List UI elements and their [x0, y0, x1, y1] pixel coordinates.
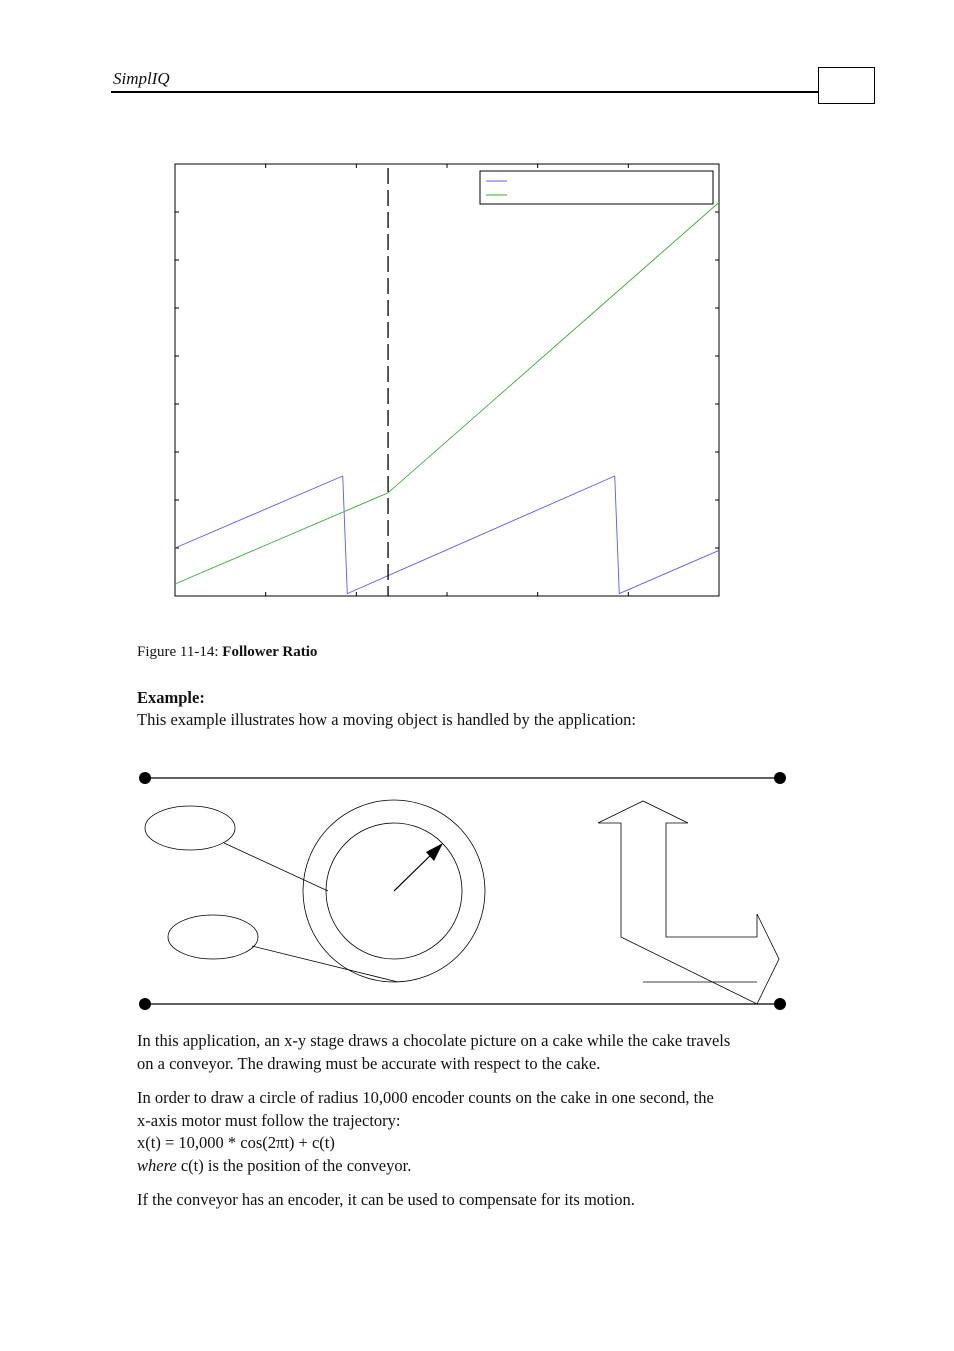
series-line-1 — [175, 476, 719, 594]
paragraph-2-line-1: In order to draw a circle of radius 10,000 encoder counts on the cake in one second, the — [137, 1088, 714, 1107]
where-rest: c(t) is the position of the conveyor. — [176, 1155, 412, 1175]
paragraph-1 — [137, 1030, 837, 1075]
series-line-2 — [175, 202, 719, 584]
paragraph-2 — [137, 1087, 837, 1177]
cake-callout-bubble — [145, 806, 235, 850]
example-heading: Example: — [137, 688, 205, 707]
plot-area — [175, 164, 719, 596]
follower-ratio-chart — [0, 0, 954, 640]
figure-label: Figure 11-14: — [137, 644, 223, 660]
header-brand: SimplIQ — [113, 69, 170, 88]
example-intro: This example illustrates how a moving object is handled by the application: — [137, 710, 637, 729]
conveyor-top-rail — [139, 772, 786, 784]
paragraph-2-line-2: x-axis motor must follow the trajectory: — [137, 1110, 401, 1130]
cake-outer-circle — [303, 800, 485, 982]
chart-series — [175, 168, 719, 596]
callout-line-2 — [252, 946, 398, 982]
paragraph-1-line-2: on a conveyor. The drawing must be accurate with respect to the cake. — [137, 1053, 601, 1073]
chart-legend — [480, 171, 713, 204]
radius-arrow — [394, 843, 443, 891]
paragraph-1-line-1: In this application, an x-y stage draws a chocolate picture on a cake while the cake travels — [137, 1031, 731, 1050]
where-word: where — [137, 1155, 177, 1175]
chart-frame — [175, 164, 719, 596]
paragraph-2-where — [137, 1155, 837, 1178]
figure-caption — [137, 644, 317, 661]
trajectory-formula: x(t) = 10,000 * cos(2πt) + c(t) — [137, 1133, 335, 1152]
chart-ticks — [175, 164, 719, 596]
drawing-callout-bubble — [168, 915, 258, 959]
legend-box — [480, 171, 713, 204]
drawing-inner-circle — [326, 823, 462, 959]
conveyor-bottom-rail — [139, 998, 786, 1010]
callout-line-1 — [224, 843, 328, 891]
paragraph-3: If the conveyor has an encoder, it can be used to compensate for its motion. — [137, 1190, 635, 1209]
y-axis-arrow-icon — [598, 801, 779, 1004]
figure-title: Follower Ratio — [222, 644, 318, 660]
